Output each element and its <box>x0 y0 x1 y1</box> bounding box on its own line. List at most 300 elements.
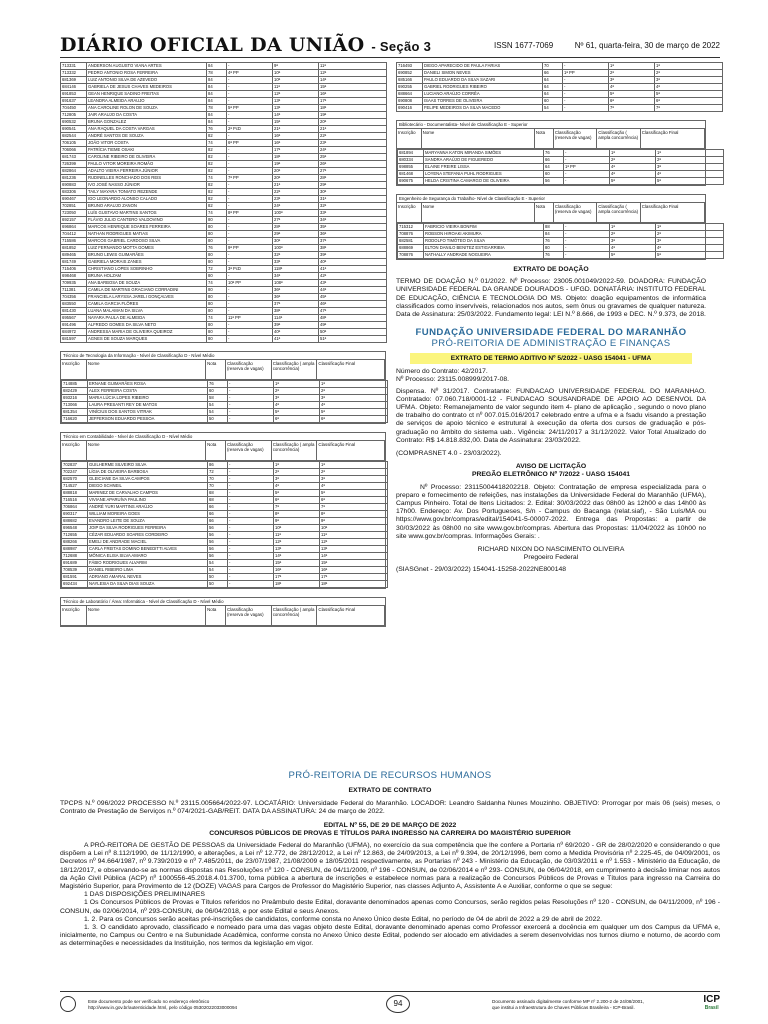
table-cell: 27ª <box>273 217 319 224</box>
table-row <box>61 182 387 189</box>
table-cell: 2ª <box>655 70 723 77</box>
table-cell: 32ª <box>319 203 387 210</box>
table-cell: 42ª <box>319 273 387 280</box>
table-cell: 80 <box>207 301 227 308</box>
table-cell: 712805 <box>61 112 87 119</box>
table-cell: 690255 <box>397 84 423 91</box>
table-cell: HELDA CRISTINA CAMARGO DE OLIVEIRA <box>424 178 544 185</box>
table-cell: 72 <box>207 266 227 273</box>
table-cell: 698855 <box>398 164 424 171</box>
table-cell: 56 <box>208 539 228 546</box>
table-cell: 681591 <box>62 574 88 581</box>
comprasnet-note: (COMPRASNET 4.0 - 23/03/2022). <box>396 450 502 458</box>
table-cell: 82 <box>207 203 227 210</box>
table-row <box>61 84 387 91</box>
table-cell: 16ª <box>274 567 320 574</box>
table-cell: 74 <box>207 175 227 182</box>
table-cell: 682429 <box>62 388 88 395</box>
table-cell: 66 <box>208 518 228 525</box>
table-row <box>62 409 388 416</box>
table-cell: - <box>227 287 273 294</box>
table-cell: LOYENA STEFANIA PUHL RODRIGUES <box>424 171 544 178</box>
classification-block-engenheiro <box>396 194 706 260</box>
table-cell: 684146 <box>61 84 87 91</box>
page-footer <box>60 995 720 1015</box>
table-cell: 38ª <box>319 245 387 252</box>
table-cell: 4ª <box>656 245 724 252</box>
table-cell: 80 <box>207 322 227 329</box>
table-cell: 9ª <box>274 518 320 525</box>
table-row <box>62 511 388 518</box>
table-cell: 2ª <box>274 469 320 476</box>
signature-line-1: Documento assinado digitalmente conforme MP nº 2.200-2 de 24/08/2001, <box>492 999 645 1004</box>
edition-info: Nº 61, quarta-feira, 30 de março de 2022 <box>574 41 720 50</box>
table-cell: 1ª <box>274 381 320 388</box>
table-cell: - <box>564 178 610 185</box>
table-cell: 681852 <box>61 245 87 252</box>
table-cell: GLEICIANE DA SILVA CAMPOS <box>88 476 208 483</box>
table-row <box>61 147 387 154</box>
table-cell: 682581 <box>398 238 424 245</box>
table-cell: 84 <box>207 98 227 105</box>
table-cell: 76 <box>544 238 564 245</box>
table-cell: 682570 <box>62 476 88 483</box>
column-header: Classificação ( ampla concorrência) <box>272 606 318 625</box>
table-cell: EMELI DE ANDRADE MACIEL <box>88 539 208 546</box>
table-cell: - <box>228 581 274 588</box>
column-header: Nota <box>535 203 554 222</box>
classification-table <box>61 380 388 423</box>
table-cell: 34ª <box>319 217 387 224</box>
table-cell: 1ª <box>655 63 723 70</box>
table-row <box>61 245 387 252</box>
table-cell: 711381 <box>61 287 87 294</box>
table-cell: 29ª <box>319 182 387 189</box>
table-cell: 9ª <box>320 518 388 525</box>
table-cell: 25ª <box>319 154 387 161</box>
edital-subtitle: CONCURSOS PÚBLICOS DE PROVAS E TÍTULOS PARA INGRESSO NA CARREIRA DO MAGISTÉRIO SUPERIOR <box>209 829 571 837</box>
table-cell: 114ª <box>273 315 319 322</box>
table-cell: 8ª <box>320 511 388 518</box>
table-cell: 20ª <box>273 168 319 175</box>
signature-line-2: que institui a Infraestrutura de Chaves Públicas Brasileira - ICP-Brasil. <box>492 1005 635 1010</box>
table-cell: 7ª PP <box>227 175 273 182</box>
table-cell: - <box>228 504 274 511</box>
table-cell: 66 <box>208 504 228 511</box>
table-row <box>61 203 387 210</box>
table-row <box>61 224 387 231</box>
right-column <box>396 62 706 575</box>
table-cell: 12ª <box>319 70 387 77</box>
table-cell: 54 <box>208 402 228 409</box>
table-cell: 709935 <box>61 280 87 287</box>
coat-of-arms-icon <box>60 996 76 1012</box>
table-row <box>397 105 723 112</box>
table-row <box>61 308 387 315</box>
table-cell: 688818 <box>62 490 88 497</box>
table-cell: 58 <box>208 395 228 402</box>
column-header: Classificação (reserva de vagas) <box>226 441 272 460</box>
table-cell: - <box>228 518 274 525</box>
table-cell: 708876 <box>398 231 424 238</box>
table-row <box>62 381 388 388</box>
table-cell: 32ª <box>273 252 319 259</box>
table-cell: 690852 <box>397 70 423 77</box>
table-cell: 688987 <box>62 546 88 553</box>
table-cell: 49ª <box>319 322 387 329</box>
table-cell: 683306 <box>61 189 87 196</box>
extrato-aditivo-body: Dispensa. Nº 31/2017. Contratante: FUNDACAO UNIVERSIDADE FEDERAL DO MARANHAO. Contratado: 07.060.718/0001-12 - FUNDACAO SOUSANDRADE DE APOIO AO DESENVOL DA UFMA. Objeto: Remanejamento de valor segundo item 4- plano de aplicação , segundo o novo plano de trabalho do contrato ct nº 007.015.016/2017 celebrado entre a ufma e a fsadu visando a prestação de serviços de apoio técnico e estrutural à execução da oferta dos cursos de graduação e pós-graduação no âmbito do sistema uab.. Vigência: 24/11/2017 a 31/12/2022. Valor Total Atualizado do Contrato: R$ 14.818.832,00. Data de Assinatura: 23/03/2022. <box>396 387 706 444</box>
table-cell: IGO LEONARDO ALONSO CALADO <box>87 196 207 203</box>
extrato-contrato-title: EXTRATO DE CONTRATO <box>348 787 432 794</box>
table-cell: 6ª <box>609 98 655 105</box>
table-row <box>62 402 388 409</box>
table-cell: - <box>564 157 610 164</box>
table-cell: 88 <box>544 224 564 231</box>
extrato-doacao-title: EXTRATO DE DOAÇÃO <box>513 266 589 273</box>
column-header: Nota <box>206 441 226 460</box>
table-cell: EVANDRO LEITE DE SOUZA <box>88 518 208 525</box>
table-cell: - <box>563 77 609 84</box>
table-cell: 17ª <box>274 574 320 581</box>
table-row <box>61 112 387 119</box>
table-cell: 11ª <box>319 63 387 70</box>
table-cell: - <box>228 483 274 490</box>
table-cell: 690675 <box>398 178 424 185</box>
table-cell: 68 <box>208 497 228 504</box>
table-cell: 41ª <box>319 266 387 273</box>
column-header: Inscrição <box>397 129 422 148</box>
table-cell: 56 <box>208 532 228 539</box>
table-cell: - <box>228 511 274 518</box>
verification-link[interactable]: http://www.in.gov.br/autenticidade.html, pelo código 05302022033000094 <box>88 1005 238 1010</box>
table-cell: 698468 <box>61 273 87 280</box>
contract-number: Número do Contrato: 42/2017. <box>396 368 488 376</box>
table-cell: 3ª <box>609 77 655 84</box>
table-cell: DIEGO APARECIDO DE PAULA FARIAS <box>423 63 543 70</box>
table-cell: 13ª <box>320 546 388 553</box>
table-cell: 691637 <box>61 98 87 105</box>
table-cell: - <box>227 322 273 329</box>
table-cell: 41ª <box>273 336 319 343</box>
table-cell: PAULO EDUARDO DA SILVA SAZARI <box>423 77 543 84</box>
table-cell: 48ª <box>319 315 387 322</box>
table-cell: 76 <box>544 150 564 157</box>
table-cell: 12ª <box>273 91 319 98</box>
column-header: Inscrição <box>61 606 87 625</box>
table-row <box>61 63 387 70</box>
table-cell: - <box>564 252 610 259</box>
table-cell: ANDRÉ SANTOS DE SOUZA <box>87 133 207 140</box>
ufma-section <box>396 327 706 574</box>
table-cell: CARLA FREITAS DOMINO BENEDITTI ALVES <box>88 546 208 553</box>
table-cell: 688682 <box>62 518 88 525</box>
classification-table <box>397 223 724 259</box>
table-cell: ALEX FERREIRA COSTA <box>88 388 208 395</box>
table-row <box>398 224 724 231</box>
table-cell: 39ª <box>273 322 319 329</box>
table-row <box>61 77 387 84</box>
table-cell: 80 <box>207 329 227 336</box>
table-cell: - <box>227 154 273 161</box>
table-cell: 10ª PP <box>227 280 273 287</box>
table-cell: 6ª PP <box>227 140 273 147</box>
table-cell: 100ª <box>273 210 319 217</box>
table-cell: ANDRÉ YURI MARTINS ARAÚJO <box>88 504 208 511</box>
classification-table <box>397 149 724 185</box>
edital-item-1-1: 1 Os Concursos Públicos de Provas e Títulos referidos no Preâmbulo deste Edital, doravante denominados apenas como Concursos, serão regidos pelas Resoluções nº 120 - CONSUN, de 04/11/2009, nº 196 - CONSUN, de 02/06/2014, nº 293-CONSUN, de 06/04/2018, e por este Edital e seus Anexos. <box>60 899 720 915</box>
table-cell: 16ª <box>319 91 387 98</box>
table-header <box>61 360 385 380</box>
table-cell: 691853 <box>61 91 87 98</box>
table-cell: 24ª <box>319 147 387 154</box>
table-cell: LUÍS GUSTAVO MARTINS SANTOS <box>87 210 207 217</box>
table-cell: FELIPE MEDEIROS DA SILVA MACEDO <box>423 105 543 112</box>
table-cell: 23ª <box>273 196 319 203</box>
table-cell: 64 <box>543 77 563 84</box>
table-cell: 5ª <box>609 91 655 98</box>
table-cell: 716516 <box>62 497 88 504</box>
table-row <box>62 416 388 423</box>
table-cell: - <box>564 171 610 178</box>
classification-table <box>61 461 388 588</box>
table-cell: 60 <box>208 388 228 395</box>
table-cell: LUIZ ANTONIO SILVA DE AZEVEDO <box>87 77 207 84</box>
table-cell: 11ª <box>320 532 388 539</box>
table-cell: - <box>563 63 609 70</box>
column-header: Classificação (reserva de vagas) <box>554 129 597 148</box>
table-cell: BRUNO LEWIS GUIMARÃES <box>87 252 207 259</box>
table-row <box>61 280 387 287</box>
table-cell: 39ª <box>319 252 387 259</box>
table-cell: NATHALLY ANDRADE NOGUEIRA <box>424 252 544 259</box>
issn: ISSN 1677-7069 <box>494 41 554 50</box>
table-cell: 690467 <box>61 196 87 203</box>
table-cell: 13ª <box>274 546 320 553</box>
table-cell: - <box>228 574 274 581</box>
table-cell: 76 <box>207 126 227 133</box>
table-row <box>61 126 387 133</box>
aviso-licitacao-subtitle: PREGÃO ELETRÔNICO Nº 7/2022 - UASG 154041 <box>471 471 631 479</box>
table-cell: PAULO VITOR MOREIRA ROMÃO <box>87 161 207 168</box>
table-cell: 681236 <box>61 175 87 182</box>
table-cell: JAIR ARAUJO DA COSTA <box>87 112 207 119</box>
table-cell: 9ª PP <box>227 245 273 252</box>
table-cell: 696864 <box>61 224 87 231</box>
table-cell: 84 <box>207 119 227 126</box>
table-cell: 33ª <box>273 259 319 266</box>
table-cell: 1ª PP <box>564 164 610 171</box>
ufma-subtitle: PRÓ-REITORIA DE ADMINISTRAÇÃO E FINANÇAS <box>431 338 671 350</box>
table-header <box>61 441 385 461</box>
table-cell: - <box>227 259 273 266</box>
table-cell: 688266 <box>62 539 88 546</box>
table-cell: - <box>228 476 274 483</box>
table-cell: 13ª <box>273 105 319 112</box>
table-cell: 56 <box>208 525 228 532</box>
table-cell: 23ª <box>319 140 387 147</box>
table-cell: 3ª <box>656 238 724 245</box>
table-cell: - <box>227 98 273 105</box>
table-cell: 68 <box>208 490 228 497</box>
column-header: Classificação Final <box>317 606 385 625</box>
table-cell: 80 <box>207 224 227 231</box>
table-cell: 17ª <box>320 574 388 581</box>
table-cell: 72 <box>208 469 228 476</box>
table-cell: - <box>228 553 274 560</box>
table-row <box>398 150 724 157</box>
table-cell: CÉZAR EDUARDO SOARES CORDEIRO <box>88 532 208 539</box>
table-cell: 11ª PP <box>227 315 273 322</box>
table-cell: 693216 <box>62 395 88 402</box>
table-cell: 695567 <box>61 315 87 322</box>
table-cell: 7ª <box>274 504 320 511</box>
table-row <box>61 140 387 147</box>
table-cell: 20ª <box>319 119 387 126</box>
table-cell: 16ª <box>320 567 388 574</box>
table-row <box>61 189 387 196</box>
left-column <box>60 62 386 627</box>
table-cell: 723050 <box>61 210 87 217</box>
table-cell: 10ª <box>273 77 319 84</box>
table-cell: 80 <box>207 217 227 224</box>
table-cell: 84 <box>207 112 227 119</box>
table-cell: IVO JOSÉ NASSO JÚNIOR <box>87 182 207 189</box>
table-cell: 80 <box>207 287 227 294</box>
table-row <box>397 77 723 84</box>
table-cell: 24ª <box>273 203 319 210</box>
table-cell: 31ª <box>319 196 387 203</box>
table-cell: 2ª PcD <box>227 126 273 133</box>
table-row <box>61 273 387 280</box>
column-header: Classificação ( ampla concorrência) <box>597 129 640 148</box>
table-cell: ISAAS TORRES DE OLIVEIRA <box>423 98 543 105</box>
table-cell: 74 <box>207 315 227 322</box>
table-cell: 21ª <box>273 182 319 189</box>
table-cell: - <box>227 63 273 70</box>
table-cell: SANDRA ARAÚJO DE FIGUEREDO <box>424 157 544 164</box>
table-cell: 713066 <box>62 402 88 409</box>
table-cell: GABRIELA DE JESUS CHAVES MEDEIROS <box>87 84 207 91</box>
table-cell: - <box>228 497 274 504</box>
table-row <box>61 105 387 112</box>
column-header: Nota <box>535 129 554 148</box>
table-cell: 690416 <box>397 105 423 112</box>
table-row <box>61 98 387 105</box>
table-cell: 3ª <box>655 77 723 84</box>
table-cell: - <box>227 147 273 154</box>
table-cell: 6ª <box>274 416 320 423</box>
table-cell: MARINEZ DE CARVALHO CAMPOS <box>88 490 208 497</box>
table-cell: 19ª <box>273 161 319 168</box>
table-cell: LUANA MALAMAN DA SILVA <box>87 308 207 315</box>
table-cell: 64 <box>544 164 564 171</box>
table-cell: - <box>228 560 274 567</box>
table-row <box>62 553 388 560</box>
table-caption: Engenheiro de Segurança do Trabalho- Nível de Classificação E - Superior <box>397 195 705 203</box>
table-cell: 2ª <box>274 388 320 395</box>
table-cell: 704450 <box>61 105 87 112</box>
column-header: Classificação ( ampla concorrência) <box>597 203 640 222</box>
table-row <box>62 532 388 539</box>
table-cell: 1ª <box>320 381 388 388</box>
table-cell: 22ª <box>319 133 387 140</box>
table-cell: 50 <box>208 574 228 581</box>
table-cell: 37ª <box>319 238 387 245</box>
table-cell: RODOLFO TIMÓTEO DA SILVA <box>424 238 544 245</box>
table-cell: - <box>227 133 273 140</box>
process-number: Nº Processo: 23115.008999/2017-08. <box>396 376 510 384</box>
table-cell: 40ª <box>273 329 319 336</box>
table-row <box>61 294 387 301</box>
table-cell: 66 <box>544 157 564 164</box>
classification-block-contabilidade <box>60 432 386 589</box>
table-cell: - <box>227 168 273 175</box>
table-cell: 37ª <box>273 301 319 308</box>
table-cell: LEANDRA ALMEIDA ARAUJO <box>87 98 207 105</box>
table-cell: 3ª PcD <box>227 266 273 273</box>
table-cell: 76 <box>207 245 227 252</box>
table-cell: - <box>228 469 274 476</box>
column-header: Classificação Final <box>317 360 385 379</box>
table-cell: 82 <box>207 196 227 203</box>
table-cell: 688664 <box>397 91 423 98</box>
table-cell: 64 <box>543 91 563 98</box>
table-cell: ANA CAROLINE ROLON DE SOUZA <box>87 105 207 112</box>
table-row <box>397 70 723 77</box>
table-row <box>61 217 387 224</box>
table-row <box>62 469 388 476</box>
table-cell: - <box>227 112 273 119</box>
table-caption: Técnico em Contabilidade - Nível de Classificação D - Nível Médio <box>61 433 385 441</box>
table-cell: 12ª <box>320 539 388 546</box>
table-cell: ROBSON HIROAKI AKIMURA <box>424 231 544 238</box>
table-cell: 5ª <box>656 178 724 185</box>
table-cell: 108ª <box>273 280 319 287</box>
table-row <box>62 504 388 511</box>
icp-brasil-logo: ICP Brasil <box>703 994 720 1011</box>
table-cell: 18ª <box>274 581 320 588</box>
table-cell: 14ª <box>273 112 319 119</box>
table-cell: 706105 <box>61 140 87 147</box>
table-cell: JEFFERSON EDUARDO PESSOA <box>88 416 208 423</box>
edital-section-1: 1 DAS DISPOSIÇÕES PRELIMINARES <box>84 891 205 899</box>
siasgnet-note: (SIASGnet - 29/03/2022) 154041-15258-2022NE800148 <box>396 566 567 574</box>
table-cell: MARYANNA KATON MIRANDA SIMÕES <box>424 150 544 157</box>
table-cell: 4ª <box>610 171 656 178</box>
table-cell: 5ª PP <box>227 105 273 112</box>
edital-item-1-2: 1. 2. Para os Concursos serão aceitas pré-inscrições de candidatos, conforme consta no Anexo Único deste Edital, no período de 04 de abril de 2022 a 29 de abril de 2022. <box>84 915 603 923</box>
table-cell: 702851 <box>61 203 87 210</box>
table-cell: 10ª <box>273 70 319 77</box>
ufma-title: FUNDAÇÃO UNIVERSIDADE FEDERAL DO MARANHÃO <box>415 327 687 339</box>
table-cell: 11ª <box>274 532 320 539</box>
table-cell: 691689 <box>62 560 88 567</box>
table-cell: - <box>564 150 610 157</box>
table-row <box>61 238 387 245</box>
table-cell: 80 <box>207 231 227 238</box>
table-cell: TAILY MAYARA TONIATO REZENDE <box>87 189 207 196</box>
table-row <box>61 70 387 77</box>
table-cell: 690532 <box>61 119 87 126</box>
table-cell: 80 <box>207 294 227 301</box>
table-cell: 3ª <box>610 238 656 245</box>
table-cell: 28ª <box>319 175 387 182</box>
table-cell: 14ª <box>274 553 320 560</box>
column-header: Nome <box>87 441 206 460</box>
table-cell: DANIELI SIMON NEVES <box>423 70 543 77</box>
table-cell: PATRÍCIA TIEME OSAKI <box>87 147 207 154</box>
